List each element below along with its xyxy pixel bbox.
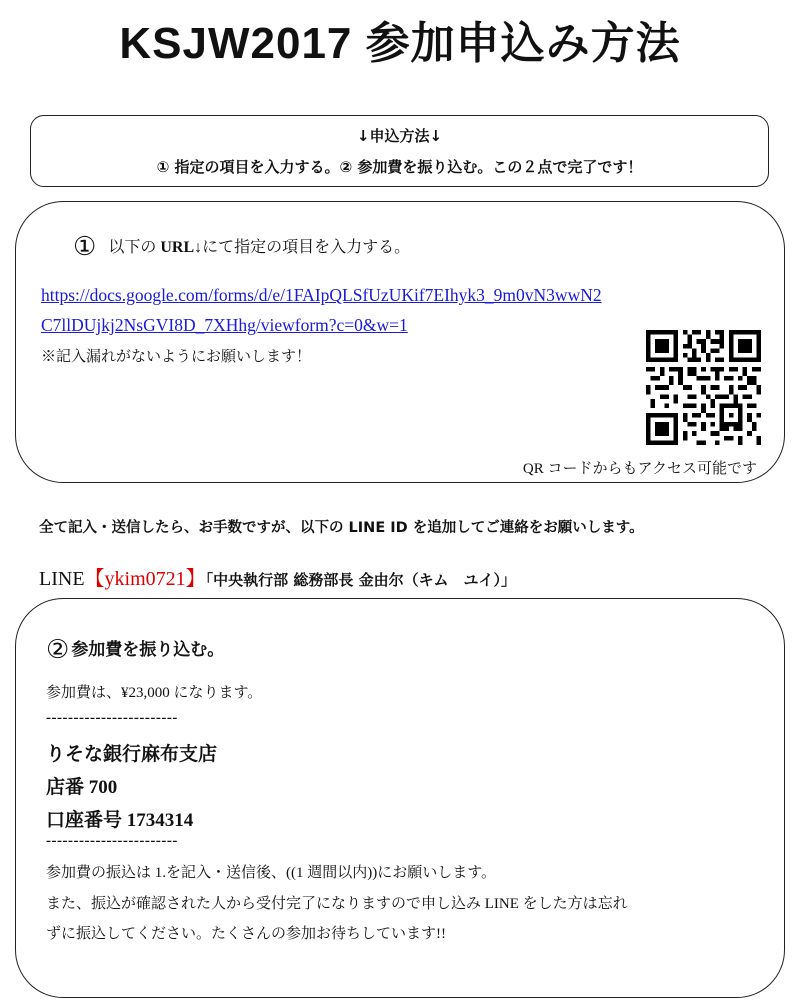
bank-name: りそな銀行麻布支店 [46,744,218,765]
qr-code-icon[interactable] [646,330,761,445]
line-bracket-close: 】 [185,568,206,590]
step2-number: ② [46,635,70,665]
step1-box [15,201,785,483]
qr-caption: QR コードからもアクセス可能です [522,461,757,477]
step2-heading-text: 参加費を振り込む。 [71,640,225,660]
summary-heading: ↓申込方法↓ [356,127,443,145]
fill-note: ※記入漏れがないようにお願いします！ [41,349,312,365]
transfer-deadline-text: 参加費の振込は 1.を記入・送信後、((1 週間以内))にお願いします。 [46,865,497,881]
form-link-line1[interactable]: https://docs.google.com/forms/d/e/1FAIpQLSfUzUKif7EIhyk3_9m0vN3wwN2 [41,285,602,305]
line-id[interactable]: ykim0721 [104,568,186,590]
divider-bottom: ------------------------ [46,833,178,849]
divider-top: ------------------------ [46,710,178,726]
step1-pre: 以下の [108,239,157,256]
confirmation-text-line2: ずに振込してください。たくさんの参加お待ちしています!! [46,926,446,942]
form-link-line2[interactable]: C7llDUjkj2NsGVI8D_7XHhg/viewform?c=0&w=1 [41,315,408,335]
account-number: 口座番号 1734314 [46,810,194,831]
summary-steps: ① 指定の項目を入力する。② 参加費を振り込む。この２点で完了です！ [156,158,643,176]
branch-number: 店番 700 [46,777,118,798]
line-bracket-open: 【 [84,568,105,590]
step1-url-word: URL [160,239,195,256]
step2-heading [46,635,224,665]
line-contact [39,562,516,591]
after-submit-text: 全て記入・送信したら、お手数ですが、以下の LINE ID を追加してご連絡をお願いします。 [39,520,644,536]
line-label: LINE [39,568,85,590]
step1-post: ↓にて指定の項目を入力する。 [194,239,411,256]
fee-text: 参加費は、¥23,000 になります。 [46,685,263,701]
confirmation-text-line1: また、振込が確認された人から受付完了になりますので申し込み LINE をした方は忘れ [46,896,628,912]
page-title: KSJW2017 参加申込み方法 [119,19,681,68]
step1-heading [73,232,410,262]
step2-box [15,598,785,998]
step1-number: ① [73,232,97,261]
summary-box [30,115,769,187]
line-contact-person: 「中央執行部 総務部長 金由尔（キム ユイ）」 [205,571,516,589]
